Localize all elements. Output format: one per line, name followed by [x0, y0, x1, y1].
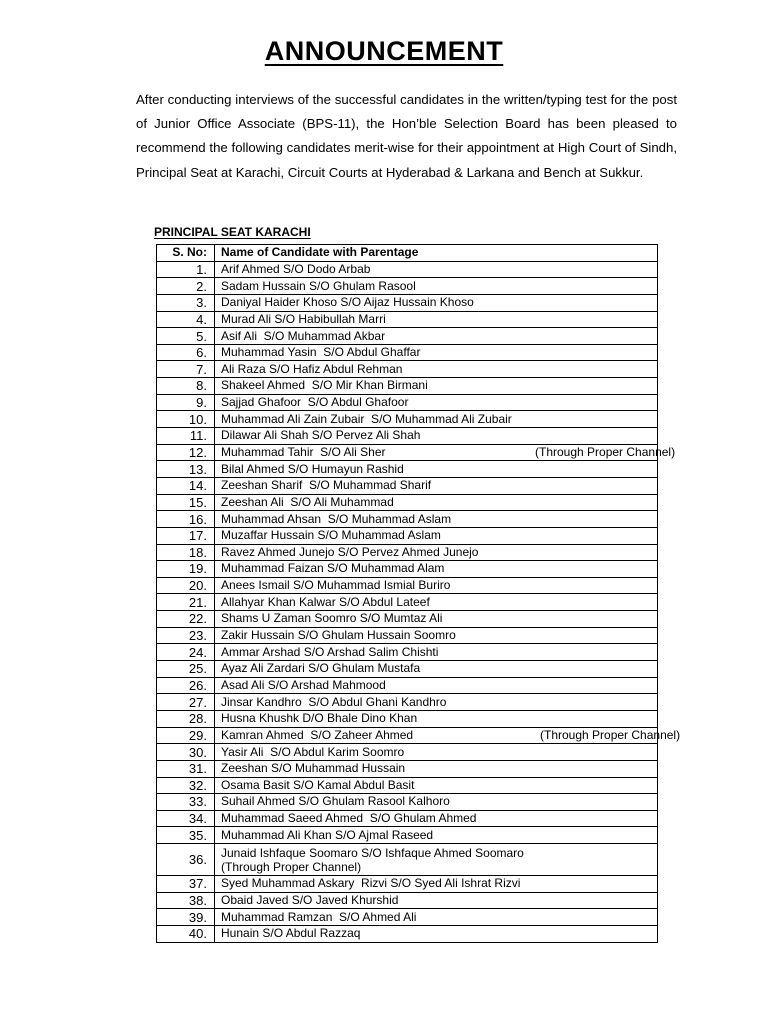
row-sno: 22.	[157, 611, 215, 628]
row-sno: 36.	[157, 844, 215, 876]
candidate-name: Kamran Ahmed S/O Zaheer Ahmed	[221, 727, 414, 742]
candidate-name: Shams U Zaman Soomro S/O Mumtaz Ali	[221, 611, 443, 626]
row-candidate	[215, 261, 658, 278]
table-row	[157, 494, 658, 511]
table-row	[157, 844, 658, 876]
row-sno: 9.	[157, 394, 215, 411]
candidate-name: Arif Ahmed S/O Dodo Arbab	[221, 261, 371, 276]
row-candidate	[215, 378, 658, 395]
candidate-name: Asif Ali S/O Muhammad Akbar	[221, 328, 386, 343]
row-candidate	[215, 909, 658, 926]
table-row	[157, 760, 658, 777]
candidate-name: Syed Muhammad Askary Rizvi S/O Syed Ali Ishrat Rizvi	[221, 876, 521, 891]
row-candidate	[215, 727, 681, 744]
row-sno: 8.	[157, 378, 215, 395]
candidates-table	[156, 244, 681, 943]
row-candidate	[215, 361, 658, 378]
row-candidate	[215, 694, 658, 711]
candidate-name: Muzaffar Hussain S/O Muhammad Aslam	[221, 528, 441, 543]
candidate-name: Daniyal Haider Khoso S/O Aijaz Hussain Khoso	[221, 295, 474, 310]
row-sno: 21.	[157, 594, 215, 611]
candidate-name: Allahyar Khan Kalwar S/O Abdul Lateef	[221, 594, 430, 609]
row-candidate	[215, 611, 658, 628]
candidate-name: Ravez Ahmed Junejo S/O Pervez Ahmed Junejo	[221, 544, 479, 559]
row-sno: 16.	[157, 511, 215, 528]
candidate-name: Muhammad Yasin S/O Abdul Ghaffar	[221, 345, 421, 360]
title-text: ANNOUNCEMENT	[264, 36, 504, 66]
row-candidate	[215, 394, 658, 411]
table-row	[157, 892, 658, 909]
row-sno: 25.	[157, 661, 215, 678]
row-candidate	[215, 328, 658, 345]
row-candidate	[215, 577, 658, 594]
table-row	[157, 611, 658, 628]
row-candidate	[215, 411, 658, 428]
row-candidate	[215, 876, 658, 893]
candidate-name: Ayaz Ali Zardari S/O Ghulam Mustafa	[221, 661, 421, 676]
row-sno: 38.	[157, 892, 215, 909]
table-row	[157, 810, 658, 827]
table-row	[157, 744, 658, 761]
table-row	[157, 627, 658, 644]
row-sno: 5.	[157, 328, 215, 345]
candidate-name: Muhammad Ali Khan S/O Ajmal Raseed	[221, 827, 434, 842]
header-sno: S. No:	[157, 245, 215, 262]
table-row	[157, 644, 658, 661]
row-sno: 12.	[157, 444, 215, 461]
row-candidate	[215, 760, 658, 777]
row-sno: 11.	[157, 428, 215, 445]
candidate-name: Muhammad Tahir S/O Ali Sher	[221, 445, 386, 459]
candidate-name: Zeeshan S/O Muhammad Hussain	[221, 761, 406, 776]
row-sno: 40.	[157, 925, 215, 942]
section-title: PRINCIPAL SEAT KARACHI	[154, 225, 311, 239]
row-sno: 15.	[157, 494, 215, 511]
row-sno: 24.	[157, 644, 215, 661]
candidate-name: Shakeel Ahmed S/O Mir Khan Birmani	[221, 378, 428, 393]
candidate-name: Muhammad Ramzan S/O Ahmed Ali	[221, 909, 417, 924]
table-row	[157, 661, 658, 678]
table-header-row	[157, 245, 658, 262]
row-candidate	[215, 827, 658, 844]
table-row	[157, 925, 658, 942]
row-sno: 34.	[157, 810, 215, 827]
row-sno: 35.	[157, 827, 215, 844]
row-sno: 39.	[157, 909, 215, 926]
candidate-name: Muhammad Ali Zain Zubair S/O Muhammad Ali Zubair	[221, 411, 512, 426]
row-candidate	[215, 494, 658, 511]
row-candidate	[215, 627, 658, 644]
row-candidate	[215, 744, 658, 761]
candidate-name: Yasir Ali S/O Abdul Karim Soomro	[221, 744, 405, 759]
candidate-name: Jinsar Kandhro S/O Abdul Ghani Kandhro	[221, 694, 447, 709]
table-row	[157, 727, 658, 744]
table-row	[157, 311, 658, 328]
row-candidate	[215, 794, 658, 811]
row-candidate	[215, 710, 658, 727]
candidate-name: Bilal Ahmed S/O Humayun Rashid	[221, 461, 404, 476]
table-row	[157, 461, 658, 478]
row-candidate	[215, 278, 658, 295]
table-row	[157, 909, 658, 926]
table-row	[157, 428, 658, 445]
row-candidate	[215, 661, 658, 678]
table-row	[157, 361, 658, 378]
candidate-name: Ali Raza S/O Hafiz Abdul Rehman	[221, 361, 403, 376]
row-sno: 17.	[157, 527, 215, 544]
candidate-name: Asad Ali S/O Arshad Mahmood	[221, 677, 386, 692]
candidate-name: Osama Basit S/O Kamal Abdul Basit	[221, 777, 415, 792]
candidate-name: Hunain S/O Abdul Razzaq	[221, 926, 361, 941]
row-sno: 6.	[157, 344, 215, 361]
table-row	[157, 677, 658, 694]
row-sno: 37.	[157, 876, 215, 893]
row-candidate	[215, 428, 658, 445]
row-candidate	[215, 561, 658, 578]
row-sno: 31.	[157, 760, 215, 777]
table-row	[157, 827, 658, 844]
row-sno: 30.	[157, 744, 215, 761]
row-candidate	[215, 777, 658, 794]
row-candidate	[215, 844, 658, 876]
header-name: Name of Candidate with Parentage	[215, 245, 658, 262]
row-sno: 23.	[157, 627, 215, 644]
table-row	[157, 328, 658, 345]
candidate-name: Husna Khushk D/O Bhale Dino Khan	[221, 711, 418, 726]
row-candidate	[215, 311, 658, 328]
table-row	[157, 394, 658, 411]
page-title	[0, 36, 768, 67]
row-sno: 13.	[157, 461, 215, 478]
row-candidate	[215, 461, 658, 478]
table-row	[157, 561, 658, 578]
row-candidate	[215, 527, 658, 544]
row-sno: 18.	[157, 544, 215, 561]
candidate-name: Muhammad Faizan S/O Muhammad Alam	[221, 561, 445, 576]
row-candidate	[215, 294, 658, 311]
table-row	[157, 444, 658, 461]
row-sno: 19.	[157, 561, 215, 578]
row-candidate	[215, 544, 658, 561]
table-row	[157, 411, 658, 428]
candidate-name: Zeeshan Ali S/O Ali Muhammad	[221, 494, 394, 509]
table-row	[157, 378, 658, 395]
table-row	[157, 694, 658, 711]
table-row	[157, 261, 658, 278]
candidate-name: Anees Ismail S/O Muhammad Ismial Buriro	[221, 578, 451, 593]
candidate-name: Sadam Hussain S/O Ghulam Rasool	[221, 278, 416, 293]
row-candidate	[215, 925, 658, 942]
row-sno: 10.	[157, 411, 215, 428]
table-row	[157, 710, 658, 727]
candidate-name: Ammar Arshad S/O Arshad Salim Chishti	[221, 644, 439, 659]
table-row	[157, 344, 658, 361]
table-row	[157, 527, 658, 544]
row-candidate	[215, 511, 658, 528]
table-row	[157, 594, 658, 611]
row-candidate	[215, 477, 658, 494]
row-sno: 33.	[157, 794, 215, 811]
candidate-name: Sajjad Ghafoor S/O Abdul Ghafoor	[221, 395, 409, 410]
row-sno: 20.	[157, 577, 215, 594]
row-candidate	[215, 594, 658, 611]
row-candidate	[215, 644, 658, 661]
table-row	[157, 876, 658, 893]
row-sno: 1.	[157, 261, 215, 278]
table-row	[157, 477, 658, 494]
row-candidate	[215, 892, 658, 909]
table-row	[157, 294, 658, 311]
candidate-note: (Through Proper Channel)	[221, 859, 362, 874]
row-sno: 7.	[157, 361, 215, 378]
intro-paragraph: After conducting interviews of the successful candidates in the written/typing test for the post of Junior Office Associate (BPS-11), the Hon’ble Selection Board has been pleased to recommend the following candidates merit-wise for their appointment at High Court of Sindh, Principal Seat at Karachi, Circuit Courts at Hyderabad & Larkana and Bench at Sukkur.	[136, 92, 677, 180]
row-candidate	[215, 677, 658, 694]
row-candidate	[215, 444, 676, 461]
row-candidate	[215, 810, 658, 827]
candidate-name: Dilawar Ali Shah S/O Pervez Ali Shah	[221, 428, 421, 443]
row-sno: 2.	[157, 278, 215, 295]
row-sno: 32.	[157, 777, 215, 794]
row-sno: 4.	[157, 311, 215, 328]
row-sno: 26.	[157, 677, 215, 694]
candidate-note: (Through Proper Channel)	[540, 727, 681, 742]
row-sno: 28.	[157, 710, 215, 727]
candidate-note: (Through Proper Channel)	[535, 445, 676, 459]
row-sno: 3.	[157, 294, 215, 311]
table-row	[157, 278, 658, 295]
candidate-name: Zeeshan Sharif S/O Muhammad Sharif	[221, 478, 432, 493]
candidate-name: Muhammad Ahsan S/O Muhammad Aslam	[221, 511, 452, 526]
candidate-name: Suhail Ahmed S/O Ghulam Rasool Kalhoro	[221, 794, 450, 809]
row-sno: 14.	[157, 477, 215, 494]
candidate-name: Obaid Javed S/O Javed Khurshid	[221, 893, 399, 908]
table-row	[157, 544, 658, 561]
row-sno: 29.	[157, 727, 215, 744]
table-row	[157, 794, 658, 811]
table-row	[157, 777, 658, 794]
row-candidate	[215, 344, 658, 361]
row-sno: 27.	[157, 694, 215, 711]
table-row	[157, 577, 658, 594]
table-row	[157, 511, 658, 528]
candidate-name: Muhammad Saeed Ahmed S/O Ghulam Ahmed	[221, 811, 477, 826]
candidate-name: Murad Ali S/O Habibullah Marri	[221, 311, 386, 326]
candidate-name: Zakir Hussain S/O Ghulam Hussain Soomro	[221, 628, 456, 643]
candidate-name: Junaid Ishfaque Soomaro S/O Ishfaque Ahmed Soomaro	[221, 845, 524, 860]
